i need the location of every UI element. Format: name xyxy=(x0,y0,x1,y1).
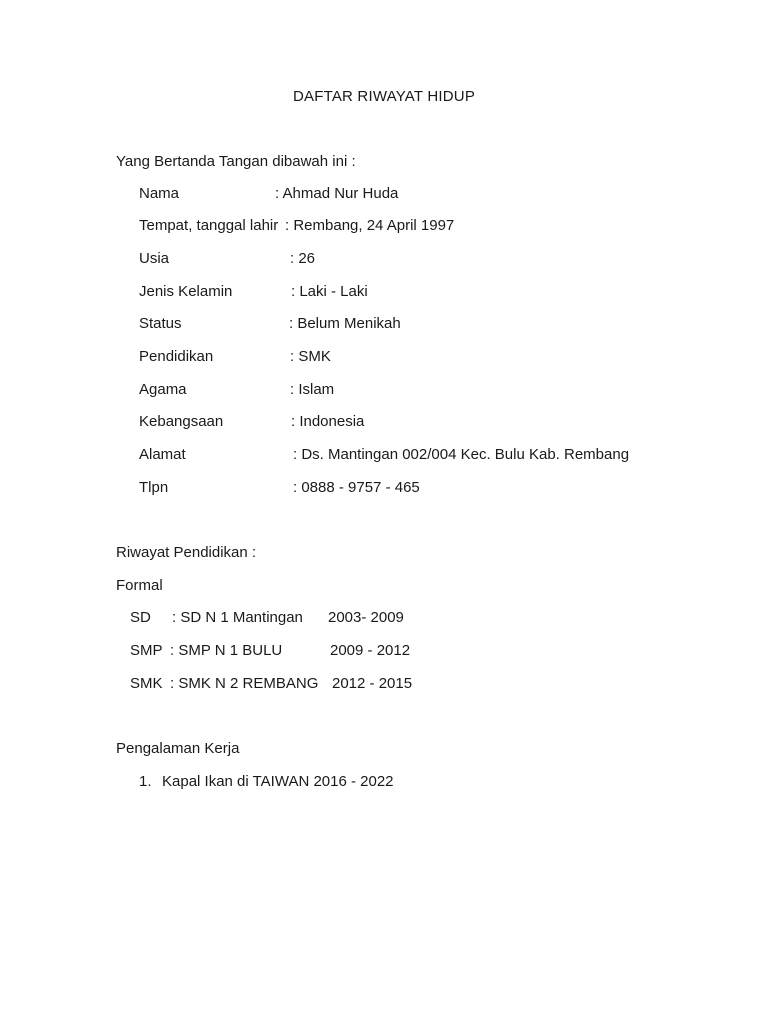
personal-value: : Laki - Laki xyxy=(291,283,368,300)
work-heading: Pengalaman Kerja xyxy=(116,740,240,757)
intro-text: Yang Bertanda Tangan dibawah ini : xyxy=(116,153,356,170)
education-years: 2003- 2009 xyxy=(328,609,404,626)
education-years: 2012 - 2015 xyxy=(332,675,413,692)
work-item-number: 1. xyxy=(139,773,152,790)
personal-value: : Ahmad Nur Huda xyxy=(275,185,399,202)
personal-value: : Belum Menikah xyxy=(289,315,401,332)
education-years: 2009 - 2012 xyxy=(330,642,411,659)
personal-value: : SMK xyxy=(290,348,331,365)
education-level: SMP xyxy=(130,642,163,659)
personal-label: Tempat, tanggal lahir xyxy=(139,217,279,234)
education-heading: Riwayat Pendidikan : xyxy=(116,544,257,561)
education-level: SMK xyxy=(130,675,163,692)
education-level: SD xyxy=(130,609,151,626)
personal-label: Agama xyxy=(139,381,187,398)
personal-value: : Rembang, 24 April 1997 xyxy=(285,217,455,234)
personal-value: : Indonesia xyxy=(291,413,365,430)
personal-label: Nama xyxy=(139,185,180,202)
personal-label: Tlpn xyxy=(139,479,169,496)
personal-label: Status xyxy=(139,315,182,332)
education-school: : SMK N 2 REMBANG xyxy=(170,675,319,692)
personal-value: : 0888 - 9757 - 465 xyxy=(293,479,420,496)
education-school: : SD N 1 Mantingan xyxy=(172,609,303,626)
work-item-text: Kapal Ikan di TAIWAN 2016 - 2022 xyxy=(162,773,394,790)
personal-value: : Islam xyxy=(290,381,335,398)
personal-label: Pendidikan xyxy=(139,348,214,365)
personal-value: : 26 xyxy=(290,250,316,267)
education-subheading: Formal xyxy=(116,577,163,594)
document-title: DAFTAR RIWAYAT HIDUP xyxy=(292,88,476,105)
education-school: : SMP N 1 BULU xyxy=(170,642,283,659)
personal-label: Jenis Kelamin xyxy=(139,283,233,300)
personal-label: Usia xyxy=(139,250,170,267)
personal-label: Alamat xyxy=(139,446,186,463)
personal-label: Kebangsaan xyxy=(139,413,224,430)
personal-value: : Ds. Mantingan 002/004 Kec. Bulu Kab. Rembang xyxy=(293,446,630,463)
